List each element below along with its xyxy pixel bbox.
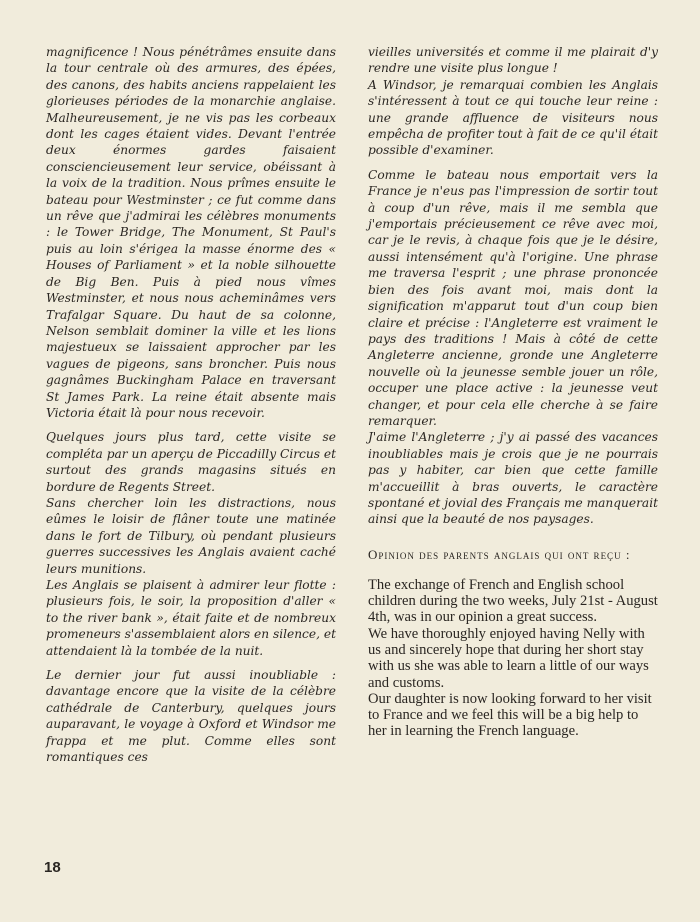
english-paragraph-daughter: Our daughter is now looking forward to her visit to France and we feel this will be a big help to her in learning the French language. [368, 690, 652, 740]
english-paragraph-nelly: We have thoroughly enjoyed having Nelly with us and sincerely hope that during her short stay with us she was able to learn a little of our ways and customs. [368, 625, 649, 691]
section-heading: Opinion des parents anglais qui ont reçu : [368, 546, 631, 562]
paragraph-jaime: J'aime l'Angleterre ; j'y ai passé des vacances inoubliables mais je crois que je ne pourrais pas y habiter, car bien que cette famille m'accueillit à bras ouverts, le caractère spontané et jovial des Français me manquerait ainsi que la beauté de nos paysages. [368, 430, 658, 527]
paragraph-piccadilly: Quelques jours plus tard, cette visite se compléta par un aperçu de Piccadilly Circus et surtout des grands magasins situés en bordure de Regents Street. [46, 430, 336, 494]
paragraph-tilbury: Sans chercher loin les distractions, nous eûmes le loisir de flâner toute une matinée dans le fort de Tilbury, où pendant plusieurs guerres successives les Anglais avaient caché leurs munitions. [46, 495, 336, 576]
paragraph-retour: Comme le bateau nous emportait vers la France je n'eus pas l'impression de sortir tout à coup d'un rêve, mais il me sembla que j'emportais précieusement ce rêve avec moi, car je le revis, à chaque fois que je le désire, aussi intensément qu'à l'origine. Une phrase me traversa l'esprit ; une phrase prononcée bien des fois avant moi, mais dont la signification m'apparut tout d'un coup bien claire et précise : l'Angleterre est vraiment le pays des traditions ! Mais à côté de cette Angleterre ancienne, gronde une Angleterre nouvelle où la jeunesse semble jouer un rôle, occuper une place active : la jeunesse veut changer, et pour cela elle cherche à se faire remarquer. [368, 167, 658, 428]
paragraph-dernier-jour: Le dernier jour fut aussi inoubliable : davantage encore que la visite de la célèbre cathédrale de Canterbury, quelques jours auparavant, le voyage à Oxford et Windsor me frappa et me plut. Comme elles sont romantiques ces [46, 668, 336, 765]
paragraph-tower-visit: magnificence ! Nous pénétrâmes ensuite dans la tour centrale où des armures, des épées, des canons, des habits anciens rappelaient les glorieuses périodes de la monarchie anglaise. Malheureusement, je ne vis pas les corbeaux dont les cages étaient vides. Devant l'entrée deux énormes gardes faisaient consciencieusement leur service, obéissant à la voix de la tradition. Nous prîmes ensuite le bateau pour Westminster ; ce fut comme dans un rêve que j'admirai les célèbres monuments : le Tower Bridge, The Monument, St Paul's puis au loin s'érigea la masse énorme des « Houses of Parliament » et la noble silhouette de Big Ben. Puis à pied nous vîmes Westminster, et nous nous acheminâmes vers Trafalgar Square. Du haut de sa colonne, Nelson semblait dominer la ville et les lions majestueux se laissaient approcher par les vagues de pigeons, sans broncher. Puis nous gagnâmes Buckingham Palace en traversant St James Park. La reine était absente mais Victoria était là pour nous recevoir. [46, 45, 336, 420]
paragraph-flotte: Les Anglais se plaisent à admirer leur flotte : plusieurs fois, le soir, la proposition d'aller « to the river bank », était faite et de nombreux promeneurs s'assemblaient alors en silence, et attendaient là la tombée de la nuit. [46, 578, 336, 658]
english-paragraph-exchange: The exchange of French and English school children during the two weeks, July 21st - August 4th, was in our opinion a great success. [368, 576, 658, 626]
paragraph-windsor: A Windsor, je remarquai combien les Anglais s'intéressent à tout ce qui touche leur reine : une grande affluence de visiteurs nous empêcha de profiter tout à fait de ce qu'il était possible d'examiner. [368, 77, 658, 158]
left-column [46, 44, 336, 765]
page-number: 18 [44, 859, 61, 876]
right-column [368, 44, 658, 740]
paragraph-universites: vieilles universités et comme il me plairait d'y rendre une visite plus longue ! [368, 45, 658, 76]
